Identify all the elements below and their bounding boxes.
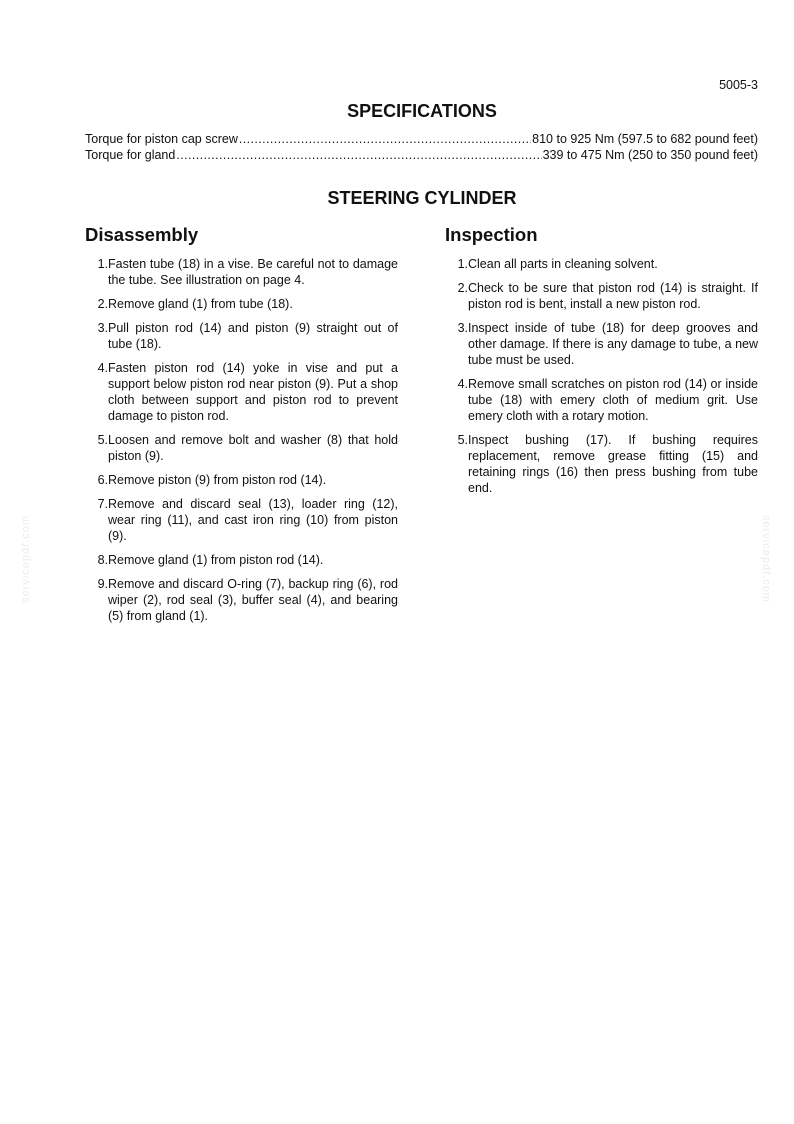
spec-row-piston-cap-screw xyxy=(85,131,758,147)
step-number: 8. xyxy=(97,553,108,567)
list-item xyxy=(85,552,398,568)
list-item xyxy=(85,496,398,544)
step-text: Pull piston rod (14) and piston (9) straight out of tube (18). xyxy=(108,321,398,351)
disassembly-column xyxy=(85,224,398,632)
list-item xyxy=(85,472,398,488)
spec-label: Torque for gland xyxy=(85,148,176,162)
step-text: Inspect inside of tube (18) for deep grooves and other damage. If there is any damage to tube, a new tube must be used. xyxy=(468,321,758,367)
disassembly-heading: Disassembly xyxy=(85,224,199,245)
watermark-right: servicepdf.com xyxy=(760,515,772,603)
step-text: Loosen and remove bolt and washer (8) that hold piston (9). xyxy=(108,433,398,463)
step-text: Remove and discard seal (13), loader ring (12), wear ring (11), and cast iron ring (10) from piston (9). xyxy=(108,497,398,543)
step-number: 5. xyxy=(457,433,468,447)
step-number: 3. xyxy=(97,321,108,335)
list-item xyxy=(85,256,398,288)
step-text: Inspect bushing (17). If bushing requires replacement, remove grease fitting (15) and retaining rings (16) then press bushing from tube end. xyxy=(468,433,758,495)
list-item xyxy=(445,432,758,496)
step-text: Remove small scratches on piston rod (14) or inside tube (18) with emery cloth of medium grit. Use emery cloth with a rotary motion. xyxy=(468,377,758,423)
inspection-steps xyxy=(445,256,758,496)
spec-value: 810 to 925 Nm (597.5 to 682 pound feet) xyxy=(532,132,758,146)
step-number: 5. xyxy=(97,433,108,447)
step-text: Remove piston (9) from piston rod (14). xyxy=(108,473,327,487)
step-text: Clean all parts in cleaning solvent. xyxy=(468,257,658,271)
list-item xyxy=(85,576,398,624)
list-item xyxy=(85,360,398,424)
list-item xyxy=(445,320,758,368)
step-text: Remove gland (1) from tube (18). xyxy=(108,297,293,311)
step-text: Fasten piston rod (14) yoke in vise and put a support below piston rod near piston (9). Put a shop cloth between support and piston rod to prevent damage to piston rod. xyxy=(108,361,398,423)
disassembly-steps xyxy=(85,256,398,624)
step-text: Remove and discard O-ring (7), backup ring (6), rod wiper (2), rod seal (3), buffer seal (4), and bearing (5) from gland (1). xyxy=(108,577,398,623)
step-number: 2. xyxy=(97,297,108,311)
step-number: 4. xyxy=(457,377,468,391)
inspection-column xyxy=(445,224,758,504)
watermark-left: servicepdf.com xyxy=(20,515,32,603)
page-number: 5005-3 xyxy=(719,78,758,92)
spec-label: Torque for piston cap screw xyxy=(85,132,238,146)
spec-row-gland xyxy=(85,147,758,163)
step-text: Check to be sure that piston rod (14) is straight. If piston rod is bent, install a new piston rod. xyxy=(468,281,758,311)
step-text: Remove gland (1) from piston rod (14). xyxy=(108,553,324,567)
step-number: 2. xyxy=(457,281,468,295)
step-text: Fasten tube (18) in a vise. Be careful not to damage the tube. See illustration on page 4. xyxy=(108,257,398,287)
step-number: 7. xyxy=(97,497,108,511)
dot-leader xyxy=(176,147,541,163)
inspection-heading: Inspection xyxy=(445,224,538,245)
list-item xyxy=(85,296,398,312)
specifications-title: SPECIFICATIONS xyxy=(347,101,497,121)
step-number: 6. xyxy=(97,473,108,487)
step-number: 1. xyxy=(97,257,108,271)
list-item xyxy=(445,376,758,424)
list-item xyxy=(445,256,758,272)
step-number: 3. xyxy=(457,321,468,335)
list-item xyxy=(85,432,398,464)
dot-leader xyxy=(239,131,531,147)
step-number: 1. xyxy=(457,257,468,271)
specifications-table xyxy=(85,131,758,163)
step-number: 4. xyxy=(97,361,108,375)
step-number: 9. xyxy=(97,577,108,591)
section-title: STEERING CYLINDER xyxy=(327,188,517,208)
list-item xyxy=(85,320,398,352)
list-item xyxy=(445,280,758,312)
spec-value: 339 to 475 Nm (250 to 350 pound feet) xyxy=(542,148,758,162)
